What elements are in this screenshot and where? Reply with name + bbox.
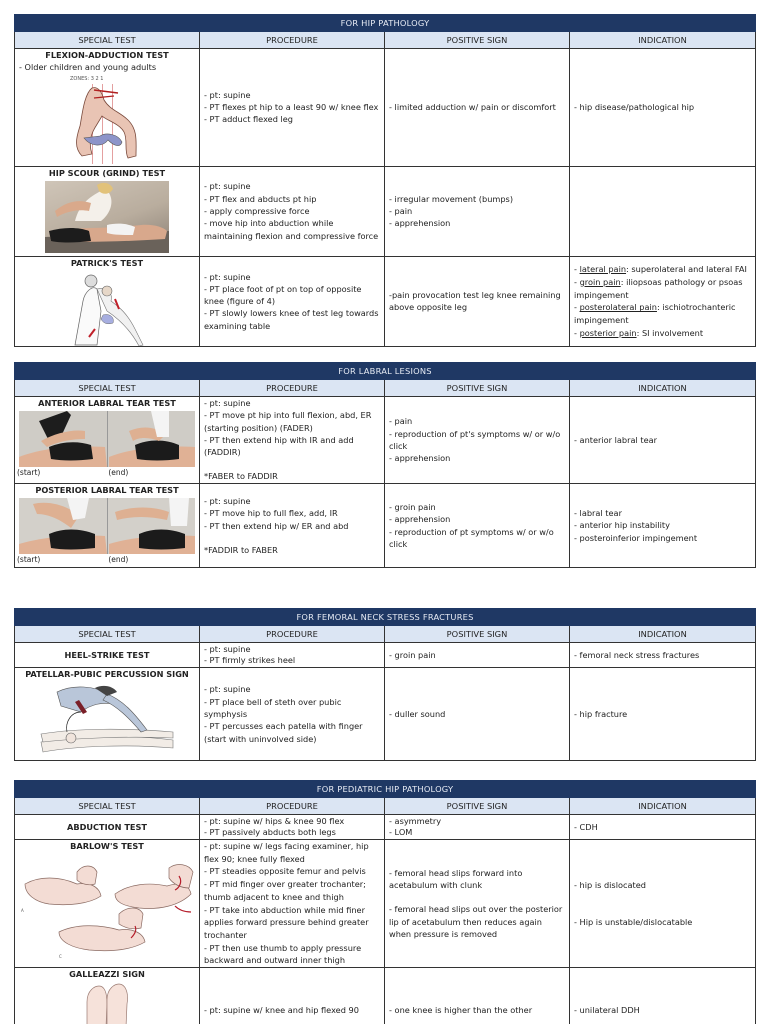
indication-desc: : ischiotrochanteric impingement (574, 302, 736, 325)
procedure-cell (200, 49, 385, 167)
positive-line: - groin pain (389, 501, 436, 512)
positive-sign-cell (385, 397, 570, 484)
positive-line: - irregular movement (bumps) (389, 193, 514, 204)
test-name: PATRICK'S TEST (70, 257, 144, 268)
procedure-line: - PT flex and abducts pt hip (204, 193, 317, 204)
galleazzi-illustration (77, 982, 137, 1024)
svg-text:A: A (21, 908, 24, 914)
posterior-labral-photos (19, 498, 195, 554)
caption-start: (start) (17, 555, 41, 565)
procedure-line: - pt: supine (204, 398, 251, 408)
indication-line: - hip is dislocated (574, 880, 646, 891)
positive-line: - one knee is higher than the other (389, 1004, 533, 1015)
indication-cell (570, 840, 756, 968)
column-header-special-test: SPECIAL TEST (15, 798, 200, 815)
femoral-neck-table (14, 608, 756, 761)
procedure-line: - PT then extend hip with IR and add (FADDIR) (204, 434, 354, 458)
positive-sign-cell (385, 668, 570, 761)
indication-line: - posterior pain: SI involvement (574, 327, 704, 338)
test-cell (15, 166, 200, 256)
positive-sign-cell (385, 484, 570, 568)
indication-line: - Hip is unstable/dislocatable (574, 916, 693, 927)
positive-sign-cell (385, 815, 570, 840)
caption-end: (end) (108, 555, 129, 565)
positive-line: - groin pain (389, 649, 436, 660)
column-header-positive-sign: POSITIVE SIGN (385, 798, 570, 815)
positive-line: - pain (389, 416, 413, 427)
procedure-line: - PT place foot of pt on top of opposite knee (figure of 4) (204, 283, 362, 307)
indication-line: - hip disease/pathological hip (574, 102, 695, 113)
test-cell (15, 840, 200, 968)
procedure-cell (200, 643, 385, 668)
positive-sign-cell (385, 166, 570, 256)
procedure-line: - pt: supine w/ hips & knee 90 flex (204, 815, 345, 826)
pediatric-hip-table (14, 780, 756, 1024)
procedure-cell (200, 668, 385, 761)
table-row (15, 840, 756, 968)
column-header-positive-sign: POSITIVE SIGN (385, 32, 570, 49)
positive-sign-cell (385, 256, 570, 346)
hip-scour-photo (45, 181, 169, 253)
table-row (15, 397, 756, 484)
test-cell (15, 484, 200, 568)
flexion-adduction-illustration (62, 76, 152, 166)
zones-label: ZONES: 3 2 1 (70, 75, 104, 82)
indication-cell (570, 49, 756, 167)
column-header-procedure: PROCEDURE (200, 798, 385, 815)
indication-line: - femoral neck stress fractures (574, 649, 700, 660)
test-cell (15, 256, 200, 346)
indication-line: - anterior labral tear (574, 434, 658, 445)
positive-line: - asymmetry (389, 815, 442, 826)
svg-text:C: C (59, 954, 62, 960)
indication-desc: : superolateral and lateral FAI (626, 264, 747, 275)
section-title: FOR LABRAL LESIONS (15, 363, 756, 380)
indication-line: - posterolateral pain: ischiotrochanteric impingement (574, 302, 736, 325)
procedure-line: - pt: supine (204, 495, 251, 506)
positive-line: - apprehension (389, 453, 451, 464)
positive-line: - limited adduction w/ pain or discomfort (389, 102, 556, 113)
column-header-procedure: PROCEDURE (200, 626, 385, 643)
table-row (15, 49, 756, 167)
test-cell (15, 49, 200, 167)
test-cell (15, 643, 200, 668)
indication-line: - hip fracture (574, 709, 628, 719)
column-header-indication: INDICATION (570, 380, 756, 397)
procedure-line: - pt: supine w/ knee and hip flexed 90 (204, 1004, 359, 1015)
labral-lesions-table (14, 362, 756, 568)
table-row (15, 643, 756, 668)
indication-line: - lateral pain: superolateral and lateral FAI (574, 264, 747, 275)
test-name: HEEL-STRIKE TEST (64, 649, 150, 660)
test-cell (15, 968, 200, 1024)
procedure-cell (200, 840, 385, 968)
indication-cell (570, 668, 756, 761)
section-title: FOR HIP PATHOLOGY (15, 15, 756, 32)
positive-sign-cell (385, 840, 570, 968)
procedure-line: - apply compressive force (204, 205, 310, 216)
procedure-cell (200, 397, 385, 484)
positive-line: - apprehension (389, 514, 451, 525)
procedure-line: - pt: supine (204, 684, 251, 695)
procedure-line: - move hip into abduction while maintaining flexion and compressive force (204, 218, 379, 241)
image-captions (17, 554, 197, 565)
positive-line: - reproduction of pt symptoms w/ or w/o click (389, 526, 554, 549)
caption-end: (end) (108, 468, 129, 478)
indication-term: posterolateral pain (579, 302, 657, 313)
column-header-positive-sign: POSITIVE SIGN (385, 380, 570, 397)
test-note: - Older children and young adults (19, 62, 157, 73)
test-name: ABDUCTION TEST (67, 821, 147, 832)
procedure-line: - PT mid finger over greater trochanter; thumb adjacent to knee and thigh (204, 879, 366, 902)
indication-cell (570, 643, 756, 668)
positive-line: -pain provocation test leg knee remaining above opposite leg (389, 289, 561, 313)
table-row (15, 668, 756, 761)
procedure-line: - PT slowly lowers knee of test leg towards examining table (204, 308, 379, 331)
patellar-pubic-illustration (37, 682, 177, 760)
procedure-line: - pt: supine (204, 643, 251, 654)
test-name: ANTERIOR LABRAL TEAR TEST (38, 398, 176, 408)
hip-pathology-table (14, 14, 756, 347)
test-cell (15, 668, 200, 761)
column-header-special-test: SPECIAL TEST (15, 380, 200, 397)
indication-cell (570, 256, 756, 346)
patricks-test-illustration (67, 271, 147, 346)
test-name: POSTERIOR LABRAL TEAR TEST (35, 485, 179, 495)
positive-line: - femoral head slips forward into acetabulum with clunk (389, 867, 523, 891)
indication-cell (570, 397, 756, 484)
procedure-cell (200, 256, 385, 346)
column-header-special-test: SPECIAL TEST (15, 626, 200, 643)
procedure-line: - PT steadies opposite femur and pelvis (204, 866, 366, 877)
barlows-test-illustration (19, 854, 195, 962)
procedure-line: - PT move pt hip into full flexion, abd, ER (starting position) (FADER) (204, 410, 372, 433)
image-captions (17, 467, 197, 478)
section-title: FOR PEDIATRIC HIP PATHOLOGY (15, 781, 756, 798)
positive-line: - pain (389, 205, 413, 216)
procedure-line: *FABER to FADDIR (204, 471, 278, 482)
positive-line: - apprehension (389, 218, 451, 229)
procedure-line: - pt: supine w/ legs facing examiner, hip flex 90; knee fully flexed (204, 841, 369, 864)
procedure-line: - PT then use thumb to apply pressure backward and outward inner thigh (204, 942, 362, 966)
indication-line: - CDH (574, 821, 598, 832)
indication-term: groin pain (579, 276, 621, 287)
column-header-special-test: SPECIAL TEST (15, 32, 200, 49)
indication-cell (570, 484, 756, 568)
indication-desc: : iliopsoas pathology or psoas impingement (574, 276, 743, 300)
section-title: FOR FEMORAL NECK STRESS FRACTURES (15, 609, 756, 626)
positive-line: - femoral head slips out over the posterior lip of acetabulum then reduces again when pressure is removed (389, 904, 563, 939)
procedure-line: - pt: supine (204, 89, 251, 100)
column-header-indication: INDICATION (570, 32, 756, 49)
procedure-line: - PT firmly strikes heel (204, 655, 296, 665)
column-header-procedure: PROCEDURE (200, 380, 385, 397)
procedure-line: - PT passively abducts both legs (204, 827, 336, 837)
anterior-labral-photos (19, 411, 195, 467)
procedure-line: - PT flexes pt hip to a least 90 w/ knee flex (204, 102, 379, 113)
test-name: PATELLAR-PUBIC PERCUSSION SIGN (25, 669, 189, 679)
procedure-line: - pt: supine (204, 181, 251, 192)
indication-cell (570, 166, 756, 256)
column-header-procedure: PROCEDURE (200, 32, 385, 49)
indication-desc: : SI involvement (636, 327, 704, 338)
procedure-line: - pt: supine (204, 271, 251, 282)
table-row (15, 815, 756, 840)
indication-line: - posteroinferior impingement (574, 532, 698, 543)
positive-line: - reproduction of pt's symptoms w/ or w/o click (389, 428, 561, 451)
column-header-indication: INDICATION (570, 798, 756, 815)
indication-cell (570, 968, 756, 1024)
test-name: BARLOW'S TEST (70, 841, 144, 851)
procedure-line: - PT percusses each patella with finger (start with uninvolved side) (204, 721, 363, 744)
table-row (15, 968, 756, 1024)
procedure-line: - PT then extend hip w/ ER and abd (204, 520, 349, 531)
column-header-positive-sign: POSITIVE SIGN (385, 626, 570, 643)
caption-start: (start) (17, 468, 41, 478)
table-row (15, 166, 756, 256)
procedure-line: *FADDIR to FABER (204, 544, 278, 555)
positive-sign-cell (385, 643, 570, 668)
indication-line: - unilateral DDH (574, 1004, 640, 1015)
procedure-line: - PT place bell of steth over pubic symphysis (204, 696, 342, 719)
procedure-cell (200, 815, 385, 840)
positive-sign-cell (385, 49, 570, 167)
procedure-line: - PT adduct flexed leg (204, 114, 294, 125)
procedure-line: - PT take into abduction while mid finer applies forward pressure behind greater trochanter (204, 904, 369, 940)
procedure-cell (200, 166, 385, 256)
indication-term: posterior pain (579, 327, 637, 338)
test-name: HIP SCOUR (GRIND) TEST (48, 167, 166, 178)
table-row (15, 256, 756, 346)
positive-line: - LOM (389, 827, 413, 837)
indication-cell (570, 815, 756, 840)
table-row (15, 484, 756, 568)
indication-line: - labral tear (574, 508, 622, 519)
indication-term: lateral pain (579, 264, 627, 275)
procedure-cell (200, 484, 385, 568)
column-header-indication: INDICATION (570, 626, 756, 643)
test-cell (15, 815, 200, 840)
test-cell (15, 397, 200, 484)
positive-sign-cell (385, 968, 570, 1024)
indication-line: - groin pain: iliopsoas pathology or psoas impingement (574, 276, 743, 300)
test-name: FLEXION-ADDUCTION TEST (45, 50, 169, 60)
indication-line: - anterior hip instability (574, 520, 670, 531)
procedure-line: - PT move hip to full flex, add, IR (204, 508, 338, 519)
test-name: GALLEAZZI SIGN (69, 969, 145, 980)
procedure-cell (200, 968, 385, 1024)
positive-line: - duller sound (389, 709, 446, 719)
